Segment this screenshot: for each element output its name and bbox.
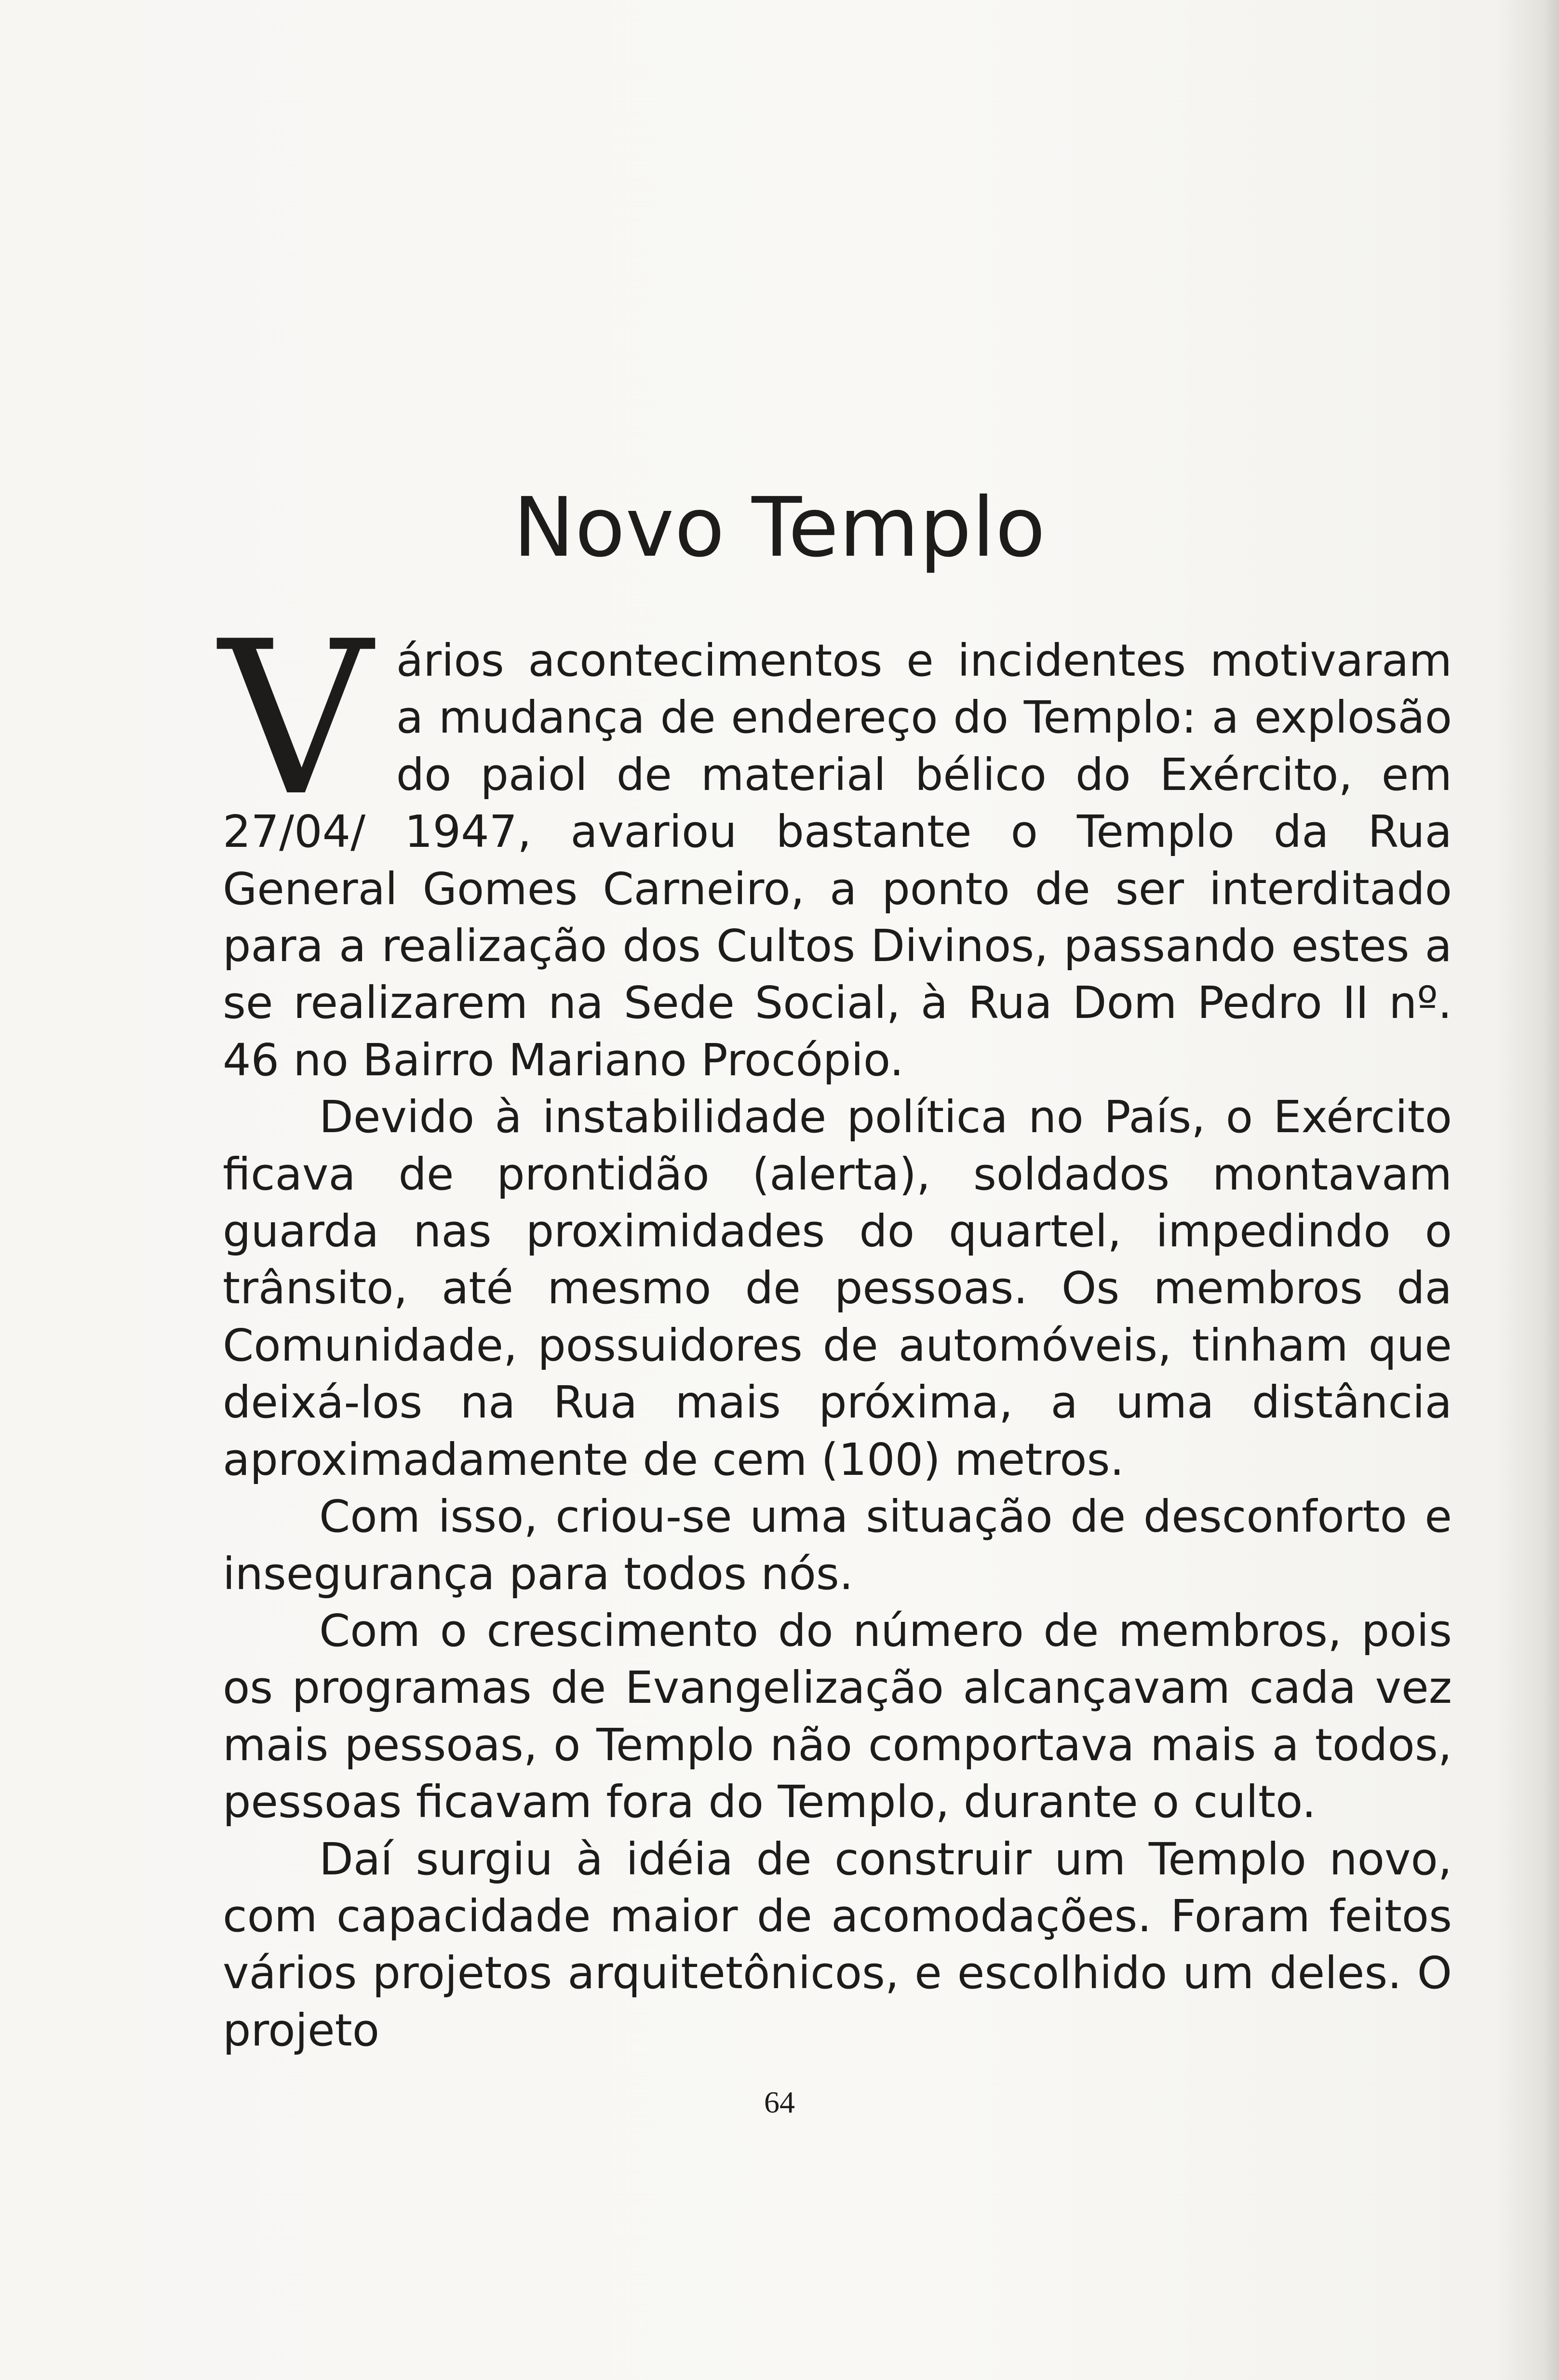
paragraph-4: Com o crescimento do número de membros, pois os programas de Evangelização alcançavam cada vez mais pessoas, o Templo não comportava mais a todos, pessoas ficavam fora do Templo, durante o culto. — [223, 1604, 1452, 1828]
page-number: 64 — [764, 2085, 795, 2119]
paragraph-5: Daí surgiu à idéia de construir um Templo novo, com capacidade maior de acomodações. Foram feitos vários projetos arquitetônicos, e escolhido um deles. O projeto — [223, 1833, 1452, 2056]
drop-cap: V — [219, 596, 372, 842]
paragraph-1 — [219, 596, 1452, 1089]
paragraph-2: Devido à instabilidade política no País, o Exército ficava de prontidão (alerta), soldados montavam guarda nas proximidades do quartel, impedindo o trânsito, até mesmo de pessoas. Os membros da Comunidade, possuidores de automóveis, tinham que deixá-los na Rua mais próxima, a uma distância aproximadamente de cem (100) metros. — [223, 1091, 1452, 1485]
body-text — [219, 596, 1452, 2059]
paragraph-3: Com isso, criou-se uma situação de desconforto e insegurança para todos nós. — [223, 1491, 1452, 1600]
paragraph-1-text: ários acontecimentos e incidentes motivaram a mudança de endereço do Templo: a explosão do paiol de material bélico do Exército, em 27/04/ 1947, avariou bastante o Templo da Rua General Gomes Carneiro, a ponto de ser interditado para a realização dos Cultos Divinos, passando estes a se realizarem na Sede Social, à Rua Dom Pedro II nº. 46 no Bairro Mariano Procópio. — [223, 635, 1452, 1086]
chapter-title: Novo Templo — [513, 480, 1046, 575]
